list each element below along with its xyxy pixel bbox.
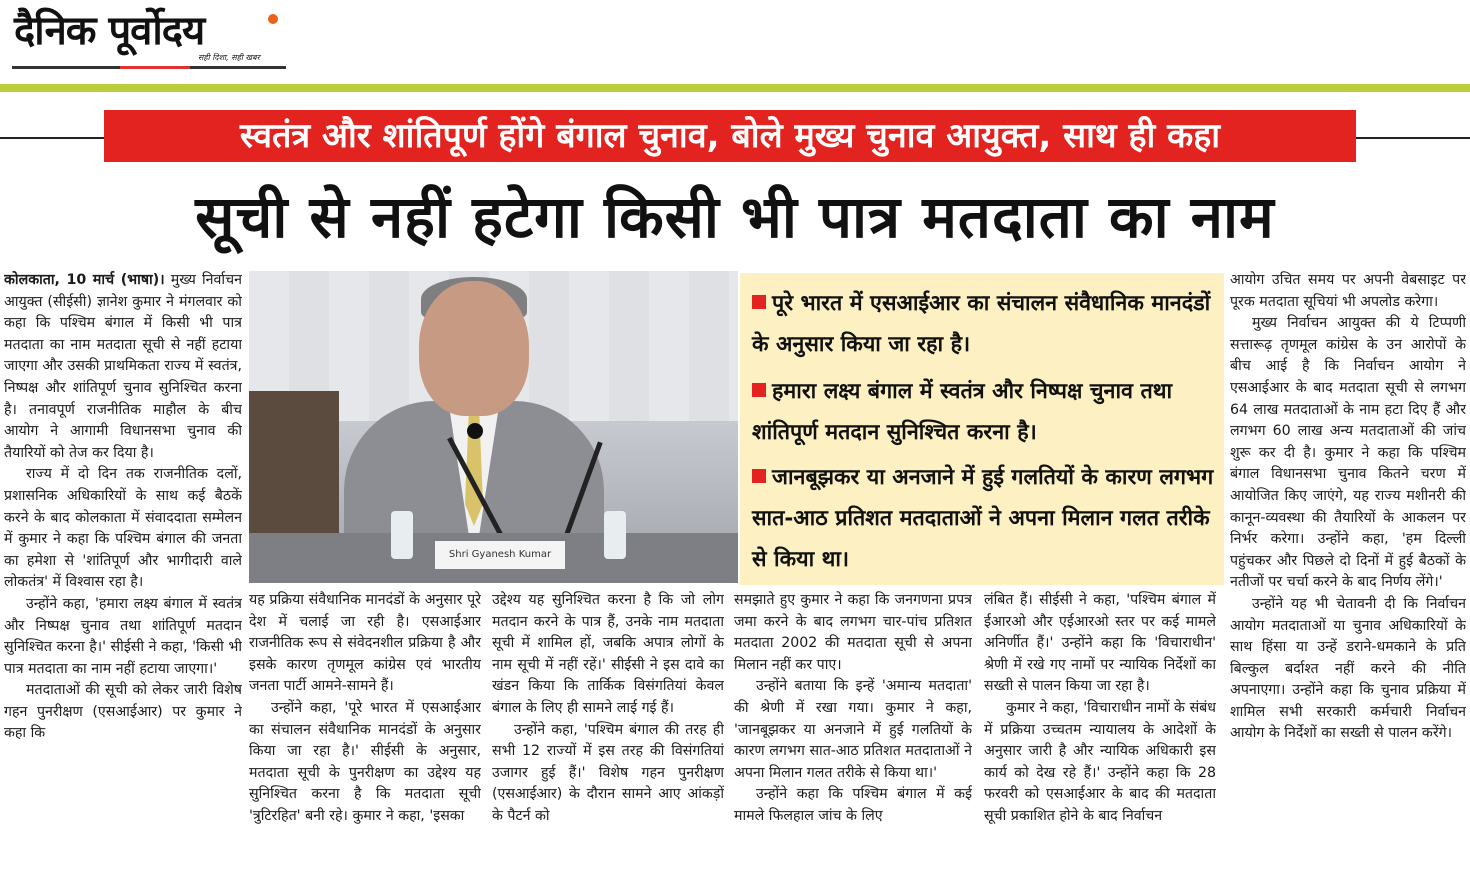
article-paragraph: उन्होंने कहा, 'हमारा लक्ष्य बंगाल में स्वतंत्र और निष्पक्ष चुनाव तथा शांतिपूर्ण मतदान सुनिश्चित करना है।' सीईसी ने कहा, 'किसी भी पात्र मतदाता का नाम नहीं हटाया जाएगा।' — [4, 595, 242, 677]
article-column-4 — [734, 590, 972, 890]
article-paragraph: मुख्य निर्वाचन आयुक्त की ये टिप्पणी सत्तारूढ़ तृणमूल कांग्रेस के उन आरोपों के बीच आई है कि निर्वाचन आयोग ने एसआईआर के बाद मतदाता सूची से लगभग 64 लाख मतदाताओं के नाम हटा दिए हैं और लगभग 60 लाख अन्य मतदाताओं की जांच शुरू कर दी है। कुमार ने कहा कि पश्चिम बंगाल विधानसभा चुनाव कितने चरण में आयोजित किए जाएंगे, यह राज्य मशीनरी की कानून-व्यवस्था की तैयारियों के आकलन पर निर्भर करेगा। उन्होंने कहा, 'हम दिल्ली पहुंचकर और पिछले दो दिनों में हुई बैठकों के नतीजों पर चर्चा करने के बाद निर्णय लेंगे।' — [1230, 315, 1466, 591]
highlight-item: पूरे भारत में एसआईआर का संचालन संवैधानिक मानदंडों के अनुसार किया जा रहा है। — [752, 291, 1211, 357]
article-paragraph: यह प्रक्रिया संवैधानिक मानदंडों के अनुसार पूरे देश में चलाई जा रही है। एसआईआर राजनीतिक रूप से संवेदनशील प्रक्रिया है और इसके कारण तृणमूल कांग्रेस एवं भारतीय जनता पार्टी आमने-सामने हैं। — [249, 592, 481, 695]
nameplate: Shri Gyanesh Kumar — [435, 541, 565, 569]
main-headline: सूची से नहीं हटेगा किसी भी पात्र मतदाता का नाम — [195, 183, 1275, 251]
article-paragraph: मतदाताओं की सूची को लेकर जारी विशेष गहन पुनरीक्षण (एसआईआर) पर कुमार ने कहा कि — [4, 682, 242, 742]
highlight-item: जानबूझकर या अनजाने में हुई गलतियों के कारण लगभग सात-आठ प्रतिशत मतदाताओं ने अपना मिलान गलत तरीके से किया था। — [752, 465, 1214, 572]
article-column-3 — [492, 590, 724, 890]
article-column-6 — [1230, 270, 1466, 890]
article-column-2 — [249, 590, 481, 890]
article-paragraph: उन्होंने कहा, 'पूरे भारत में एसआईआर का संचालन संवैधानिक मानदंडों के अनुसार किया जा रहा है।' सीईसी के अनुसार, मतदाता सूची के पुनरीक्षण का उद्देश्य यह सुनिश्चित करना है कि मतदाता सूची 'त्रुटिरहित' बनी रहे। कुमार ने कहा, 'इसका — [249, 699, 481, 824]
article-paragraph: लंबित हैं। सीईसी ने कहा, 'पश्चिम बंगाल में ईआरओ और एईआरओ स्तर पर कई मामले अनिर्णीत हैं।' उन्होंने कहा कि 'विचाराधीन' श्रेणी में रखे गए नामों पर न्यायिक निर्देशों का सख्ती से पालन किया जा रहा है। — [984, 592, 1216, 695]
masthead-title: दैनिक पूर्वोदय — [14, 8, 205, 54]
highlight-item: हमारा लक्ष्य बंगाल में स्वतंत्र और निष्पक्ष चुनाव तथा शांतिपूर्ण मतदान सुनिश्चित करना है। — [752, 379, 1173, 445]
article-paragraph: आयोग उचित समय पर अपनी वेबसाइट पर पूरक मतदाता सूचियां भी अपलोड करेगा। — [1230, 272, 1466, 310]
press-conference-photo — [249, 271, 738, 583]
bullet-square-icon — [752, 295, 766, 309]
bullet-square-icon — [752, 383, 766, 397]
article-paragraph: उन्होंने कहा कि पश्चिम बंगाल में कई मामले फिलहाल जांच के लिए — [734, 786, 972, 824]
kicker-banner: स्वतंत्र और शांतिपूर्ण होंगे बंगाल चुनाव, बोले मुख्य चुनाव आयुक्त, साथ ही कहा — [104, 110, 1356, 162]
article-paragraph: राज्य में दो दिन तक राजनीतिक दलों, प्रशासनिक अधिकारियों के साथ कई बैठकें करने के बाद कोलकाता में संवाददाता सम्मेलन में कुमार ने कहा कि पश्चिम बंगाल की जनता का हमेशा से 'शांतिपूर्ण और भागीदारी वाले लोकतंत्र' में विश्वास रहा है। — [4, 466, 242, 591]
article-paragraph: समझाते हुए कुमार ने कहा कि जनगणना प्रपत्र जमा करने के बाद लगभग चार-पांच प्रतिशत मतदाता 2002 की मतदाता सूची से अपना मिलान नहीं कर पाए। — [734, 592, 972, 673]
masthead-rule-accent — [120, 66, 190, 69]
highlights-box — [740, 273, 1224, 585]
article-paragraph: कोलकाता, 10 मार्च (भाषा)। मुख्य निर्वाचन आयुक्त (सीईसी) ज्ञानेश कुमार ने मंगलवार को कहा कि पश्चिम बंगाल में किसी भी पात्र मतदाता का नाम मतदाता सूची से नहीं हटाया जाएगा और उसकी प्राथमिकता राज्य में स्वतंत्र, निष्पक्ष और शांतिपूर्ण चुनाव सुनिश्चित करना है। तनावपूर्ण राजनीतिक माहौल के बीच आयोग ने आगामी विधानसभा चुनाव की तैयारियों को तेज कर दिया है। — [4, 272, 242, 461]
bullet-square-icon — [752, 469, 766, 483]
masthead-dot-icon — [268, 14, 278, 24]
article-paragraph: उन्होंने बताया कि इन्हें 'अमान्य मतदाता' की श्रेणी में रखा गया। कुमार ने कहा, 'जानबूझकर या अनजाने में हुई गलतियों के कारण लगभग सात-आठ प्रतिशत मतदाताओं ने अपना मिलान गलत तरीके से किया था।' — [734, 678, 972, 781]
article-column-5 — [984, 590, 1216, 890]
masthead-tagline: सही दिशा, सही खबर — [198, 53, 260, 62]
article-paragraph: कुमार ने कहा, 'विचाराधीन नामों के संबंध में प्रक्रिया उच्चतम न्यायालय के आदेशों के अनुसार जारी है और न्यायिक अधिकारी इस कार्य को देख रहे हैं।' उन्होंने कहा कि 28 फरवरी को एसआईआर के बाद की मतदाता सूची प्रकाशित होने के बाद निर्वाचन — [984, 699, 1216, 824]
dateline: कोलकाता, 10 मार्च (भाषा)। — [4, 272, 165, 288]
article-paragraph: उद्देश्य यह सुनिश्चित करना है कि जो लोग मतदान करने के पात्र हैं, उनके नाम मतदाता सूची में शामिल हों, जबकि अपात्र लोगों के नाम सूची में नहीं रहें।' सीईसी ने इस दावे का खंडन किया कि तार्किक विसंगतियां केवल बंगाल के लिए ही सामने लाई गई हैं। — [492, 592, 724, 716]
header-color-bar — [0, 84, 1470, 92]
article-paragraph: उन्होंने यह भी चेतावनी दी कि निर्वाचन आयोग मतदाताओं या चुनाव अधिकारियों के साथ हिंसा या उन्हें डराने-धमकाने के प्रति बिल्कुल बर्दाश्त नहीं करने की नीति अपनाएगा। उन्होंने कहा कि चुनाव प्रक्रिया में शामिल सभी सरकारी कर्मचारी निर्वाचन आयोग के निर्देशों का सख्ती से पालन करेंगे। — [1230, 595, 1466, 742]
article-column-1 — [4, 270, 242, 890]
article-paragraph: उन्होंने कहा, 'पश्चिम बंगाल की तरह ही सभी 12 राज्यों में इस तरह की विसंगतियां उजागर हुई हैं।' विशेष गहन पुनरीक्षण (एसआईआर) के दौरान सामने आए आंकड़ों के पैटर्न को — [492, 721, 724, 824]
